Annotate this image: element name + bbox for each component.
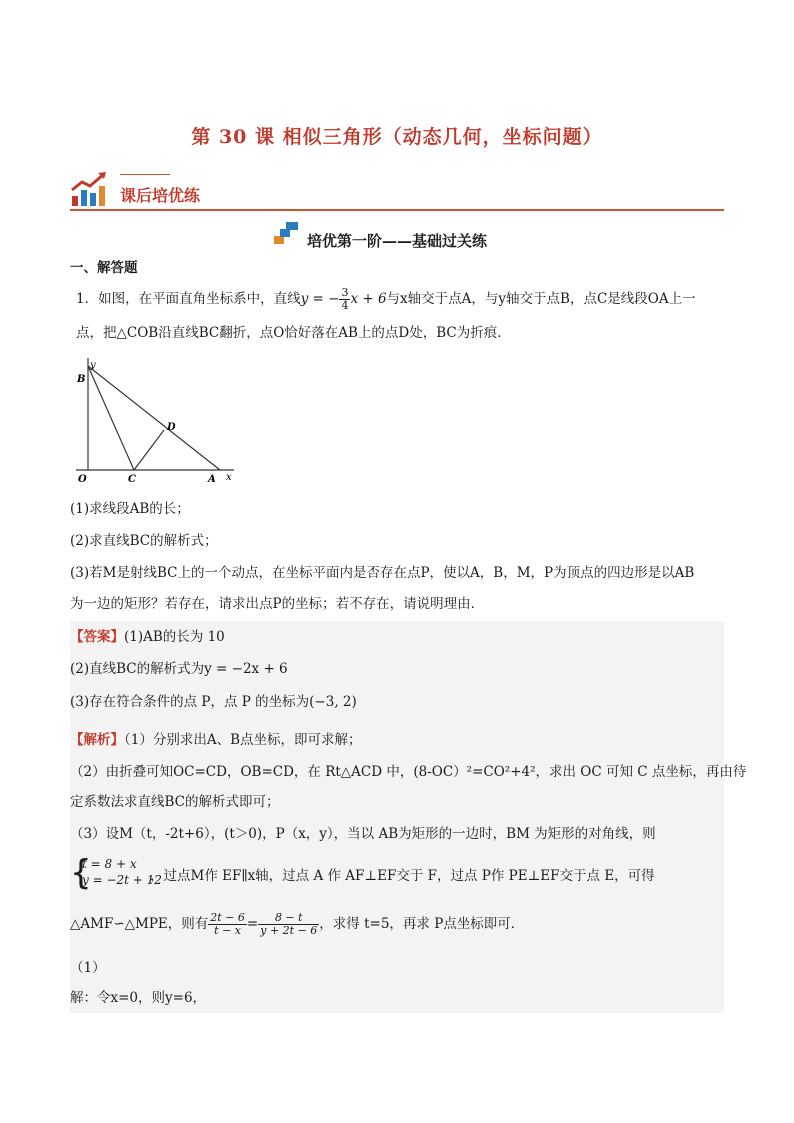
fraction <box>208 912 247 937</box>
header-label: 课后培优练 <box>120 186 201 205</box>
answer-text: (1)AB的长为 10 <box>124 629 225 645</box>
question-3-cont: 为一边的矩形？若存在，请求出点P的坐标；若不存在，请说明理由． <box>70 596 485 612</box>
analysis-text: （1）分别求出A、B点坐标，即可求解； <box>124 732 362 748</box>
analysis-line-8: 解：令x=0，则y=6， <box>70 990 207 1006</box>
header-divider <box>70 209 724 211</box>
analysis-line-2: （2）由折叠可知OC=CD，OB=CD，在 Rt△ACD 中，(8-OC）²=CO²+4²，求出 OC 可知 C 点坐标，再由待 <box>70 764 747 780</box>
line-cd <box>134 430 164 470</box>
answer-panel <box>70 621 724 1013</box>
equation-1: t = 8 + x <box>82 857 137 871</box>
part-heading: 一、解答题 <box>70 260 138 276</box>
question-3: (3)若M是射线BC上的一个动点，在坐标平面内是否存在点P，使以A，B，M，P为顶点的四边形是以AB <box>70 565 695 581</box>
page-title: 第 30 课 相似三角形（动态几何，坐标问题） <box>191 126 603 148</box>
analysis-line-1 <box>70 730 362 750</box>
answer-line-3: (3)存在符合条件的点 P，点 P 的坐标为(−3, 2) <box>70 694 357 710</box>
brace-symbol: { <box>70 853 92 893</box>
answer-line-2: (2)直线BC的解析式为y = −2x + 6 <box>70 661 288 677</box>
answer-line-1 <box>70 627 225 647</box>
problem-text: 1．如图，在平面直角坐标系中，直线 <box>76 291 301 307</box>
analysis-line-6 <box>70 912 524 937</box>
denominator: 4 <box>341 299 349 312</box>
problem-line-1 <box>76 287 696 312</box>
geometry-figure <box>72 356 237 488</box>
problem-text: 与x轴交于点A，与y轴交于点B，点C是线段OA上一 <box>386 291 696 307</box>
problem-line-2: 点，把△COB沿直线BC翻折，点O恰好落在AB上的点D处，BC为折痕． <box>76 325 511 341</box>
header-accent-line <box>120 174 170 175</box>
question-2: (2)求直线BC的解析式； <box>70 533 218 549</box>
equals-sign: = <box>246 916 259 932</box>
label-y: y <box>90 360 96 371</box>
label-c: C <box>128 474 136 485</box>
fraction <box>339 287 350 312</box>
numerator: 8 − t <box>258 912 319 925</box>
chart-logo-icon <box>70 170 110 208</box>
question-1: (1)求线段AB的长； <box>70 501 190 517</box>
analysis-line-7: （1） <box>70 960 106 976</box>
label-d: D <box>167 422 176 433</box>
analysis-tag: 【解析】 <box>70 732 124 748</box>
label-o: O <box>78 474 87 485</box>
label-b: B <box>77 374 86 385</box>
analysis-line-4: （3）设M（t，-2t+6），(t＞0)，P（x，y），当以 AB为矩形的一边时，BM 为矩形的对角线，则 <box>70 826 656 842</box>
numerator: 2t − 6 <box>210 911 245 924</box>
line-bc <box>88 366 134 470</box>
equation-2: y = −2t + 12 <box>82 873 162 887</box>
denominator: y + 2t − 6 <box>260 924 318 937</box>
equation-part: x + 6 <box>350 291 387 307</box>
analysis-text: △AMF∽△MPE，则有 <box>70 916 209 932</box>
line-ab <box>88 366 220 470</box>
fraction <box>258 912 319 937</box>
analysis-text: ，求得 t=5，再求 P点坐标即可． <box>319 916 525 932</box>
label-x: x <box>226 472 232 483</box>
analysis-line-3: 定系数法求直线BC的解析式即可； <box>70 794 280 810</box>
equation-part: y = − <box>300 291 340 307</box>
label-a: A <box>208 474 216 485</box>
denominator: t − x <box>214 924 242 937</box>
section-title: 培优第一阶——基础过关练 <box>306 232 487 250</box>
numerator: 3 <box>341 286 349 299</box>
analysis-line-5: ，过点M作 EF∥x轴，过点 A 作 AF⊥EF交于 F，过点 P作 PE⊥EF交于点 E，可得 <box>150 868 655 884</box>
answer-tag: 【答案】 <box>70 629 124 645</box>
